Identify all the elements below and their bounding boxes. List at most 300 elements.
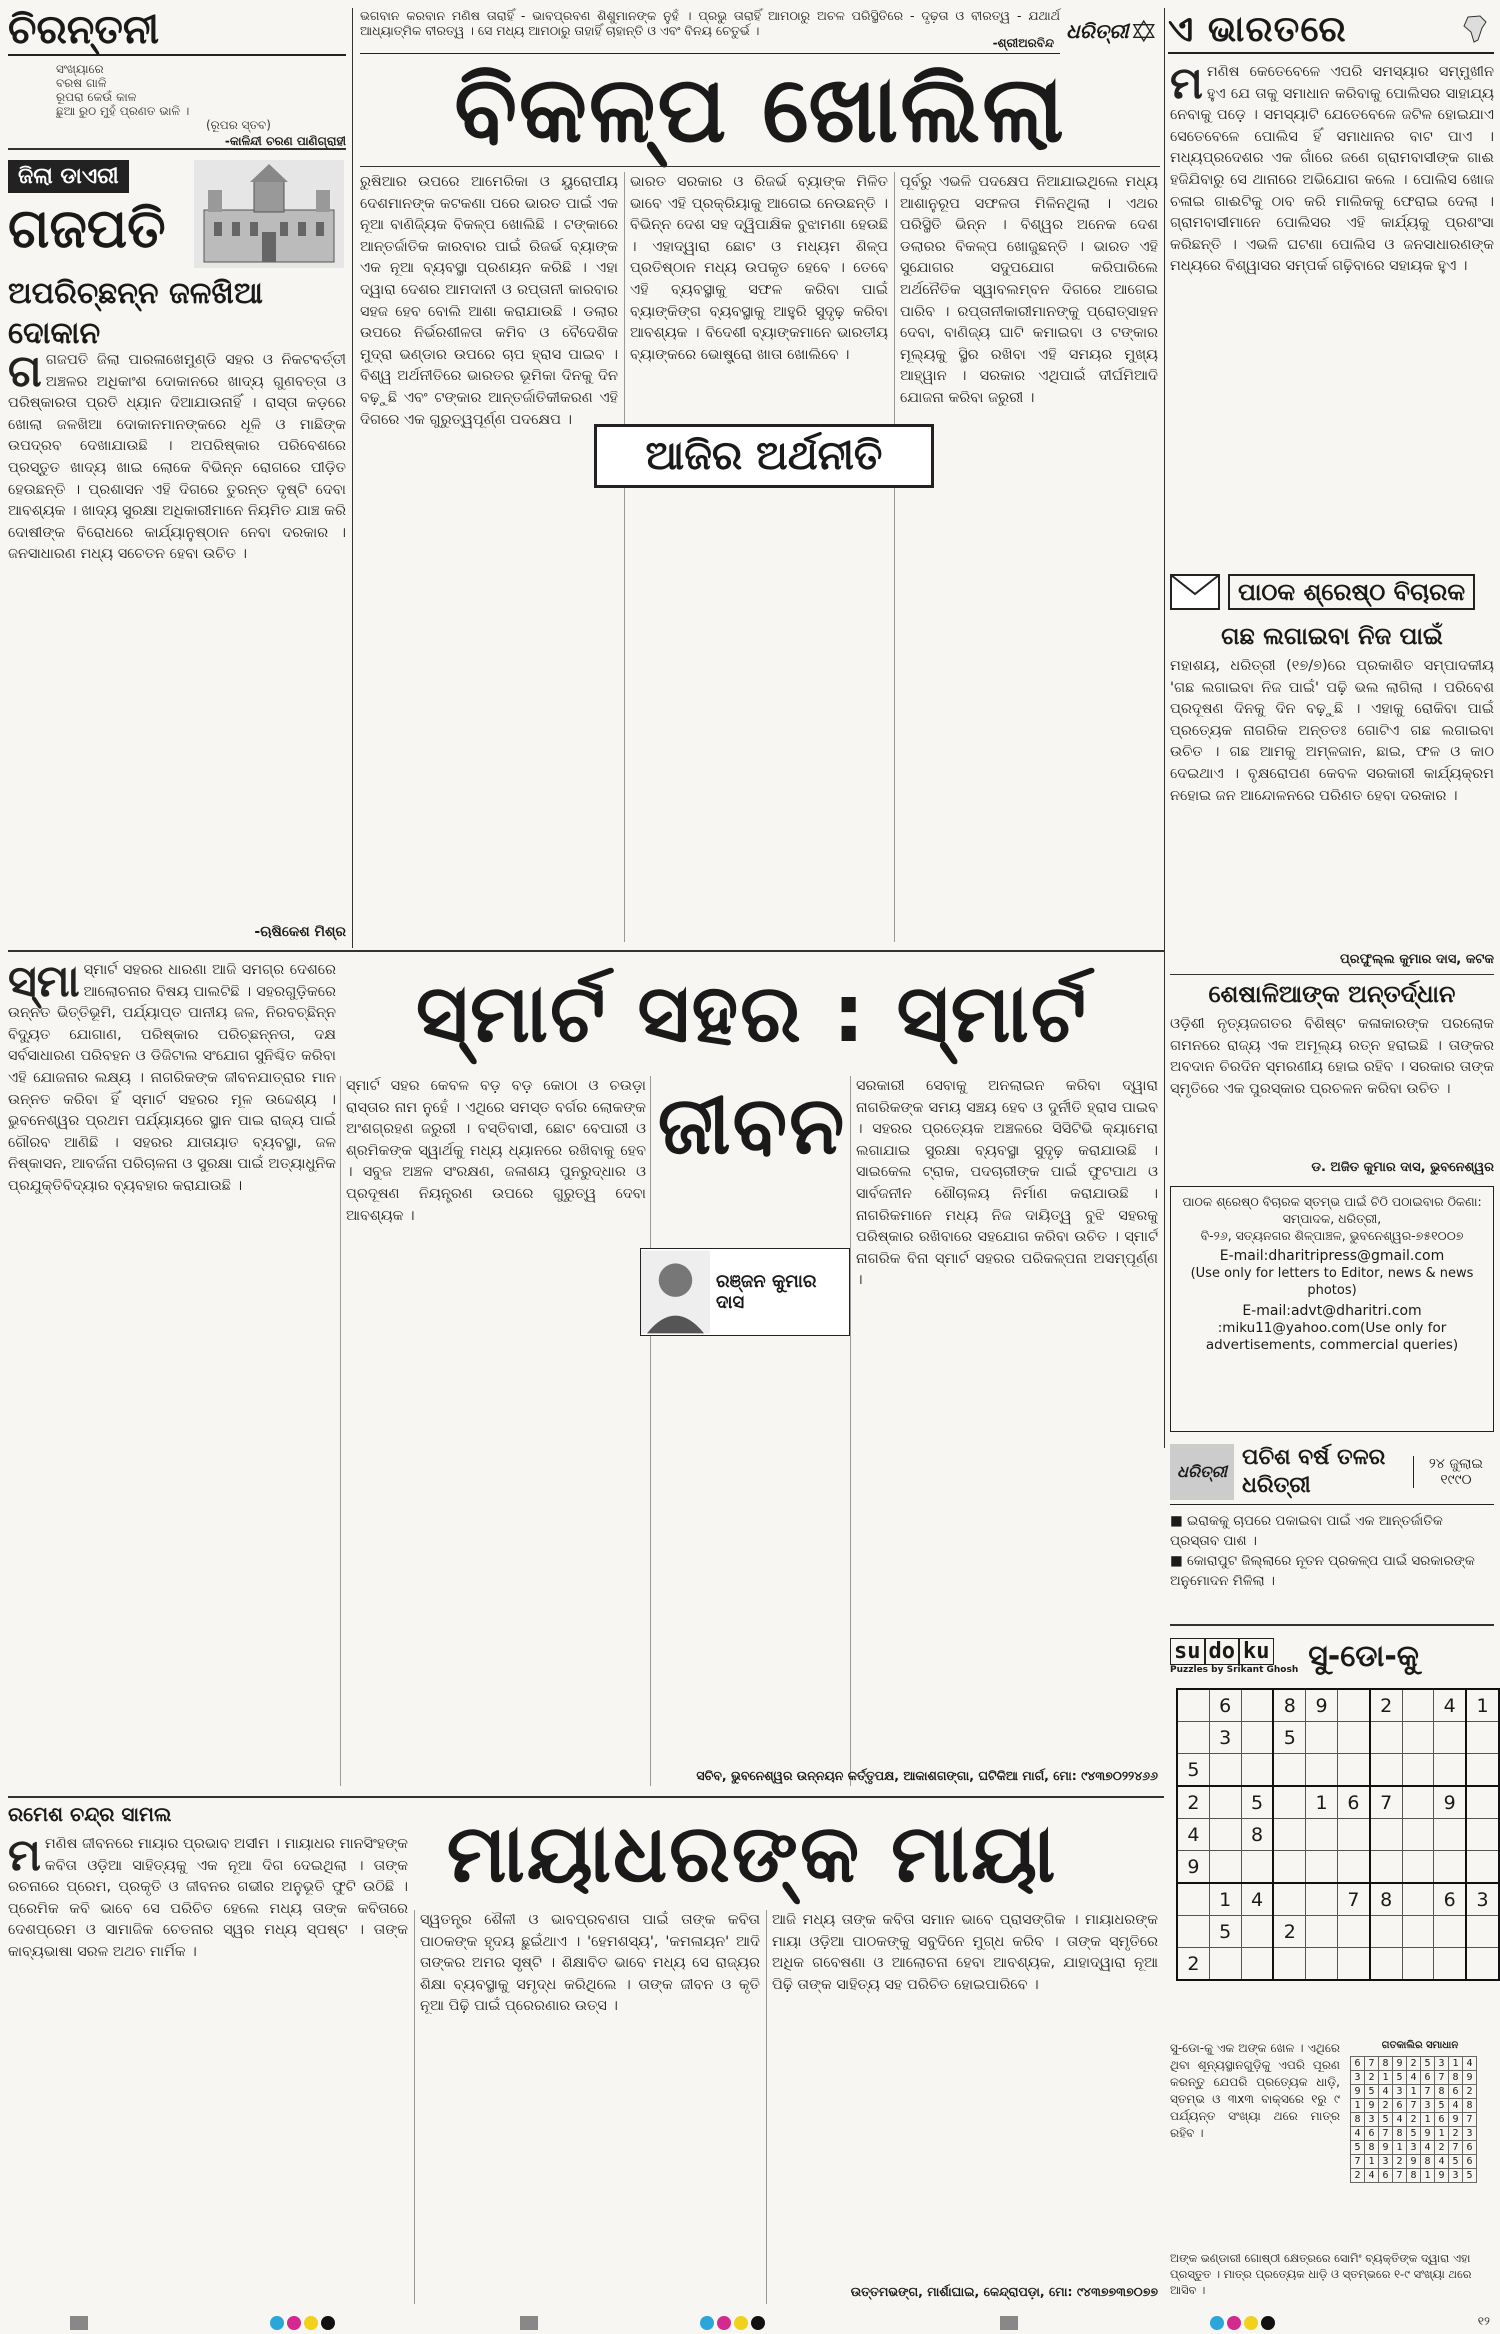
letters-header: [1170, 570, 1494, 614]
sudoku-cell[interactable]: [1337, 1851, 1369, 1884]
sudoku-cell[interactable]: [1434, 1851, 1466, 1884]
quote-band: [360, 8, 1060, 54]
solution-cell: 4: [1421, 2141, 1435, 2155]
registration-cyan: [700, 2316, 714, 2330]
sudoku-instructions: ସୁ-ଡୋ-କୁ ଏକ ଅଙ୍କ ଖେଳ । ଏଥିରେ ଥିବା ଶୂନ୍ୟସ୍ଥାନଗୁଡ଼ିକୁ ଏପରି ପୂରଣ କରନ୍ତୁ ଯେପରି ପ୍ରତ୍ୟେକ ଧାଡ଼ି, ସ୍ତମ୍ଭ ଓ ୩x୩ ବାକ୍ସରେ ୧ରୁ ୯ ପର୍ଯ୍ୟନ୍ତ ସଂଖ୍ୟା ଥରେ ମାତ୍ର ରହିବ ।: [1170, 2041, 1340, 2140]
envelope-icon: [1170, 574, 1220, 610]
main-headline: ବିକଳ୍ପ ଖୋଲିଲା: [454, 56, 1066, 163]
solution-cell: 2: [1351, 2169, 1365, 2183]
solution-row: [1351, 2085, 1477, 2099]
sudoku-cell[interactable]: 7: [1337, 1883, 1369, 1916]
sudoku-cell[interactable]: 1: [1306, 1786, 1338, 1819]
sudoku-row: [1177, 1754, 1499, 1787]
main-col-1: [360, 172, 618, 942]
sudoku-cell[interactable]: [1466, 1786, 1499, 1819]
solution-cell: 9: [1421, 2127, 1435, 2141]
sudoku-cell[interactable]: [1273, 1851, 1305, 1884]
sudoku-cell[interactable]: [1209, 1819, 1241, 1851]
sudoku-cell[interactable]: [1306, 1883, 1338, 1916]
poem-title: ଚିରନ୍ତନୀ: [8, 6, 160, 53]
contact-box: [1170, 1186, 1494, 1432]
sudoku-cell[interactable]: [1337, 1722, 1369, 1754]
registration-yellow: [1244, 2316, 1258, 2330]
twentyfive-title: ପଚିଶ ବର୍ଷ ତଳର ଧରିତ୍ରୀ: [1242, 1445, 1386, 1498]
sudoku-cell[interactable]: [1402, 1883, 1434, 1916]
solution-row: [1351, 2057, 1477, 2071]
sudoku-cell[interactable]: [1434, 1754, 1466, 1787]
sudoku-cell[interactable]: 6: [1434, 1883, 1466, 1916]
sudoku-cell[interactable]: [1434, 1722, 1466, 1754]
sudoku-cell[interactable]: 5: [1241, 1786, 1273, 1819]
ebharat-title: ଏ ଭାରତରେ: [1168, 8, 1347, 50]
poem-line: ବରଷ ଗାଳି: [56, 76, 107, 90]
sudoku-cell[interactable]: [1370, 1819, 1402, 1851]
solution-cell: 4: [1435, 2155, 1449, 2169]
district-body: [8, 350, 346, 922]
solution-cell: 3: [1463, 2127, 1477, 2141]
solution-row: [1351, 2141, 1477, 2155]
author-photo: [640, 1248, 850, 1336]
sudoku-cell[interactable]: [1177, 1689, 1209, 1722]
solution-cell: 8: [1407, 2169, 1421, 2183]
sudoku-grid[interactable]: [1176, 1688, 1500, 1981]
solution-row: [1351, 2155, 1477, 2169]
district-diary: [8, 160, 346, 351]
sudoku-cell[interactable]: [1402, 1722, 1434, 1754]
district-label: ଜିଲା ଡାଏରୀ: [8, 160, 129, 193]
solution-cell: 3: [1351, 2071, 1365, 2085]
sudoku-cell[interactable]: [1434, 1916, 1466, 1948]
sudoku-cell[interactable]: [1306, 1916, 1338, 1948]
sudoku-cell[interactable]: [1177, 1722, 1209, 1754]
solution-row: [1351, 2113, 1477, 2127]
solution-cell: 6: [1393, 2099, 1407, 2113]
main-col-3: [900, 172, 1158, 942]
solution-cell: 5: [1379, 2113, 1393, 2127]
smart-col-2-text: ସ୍ମାର୍ଟ ସହର କେବଳ ବଡ଼ ବଡ଼ କୋଠା ଓ ଚଉଡ଼ା ରାସ୍ତାର ନାମ ନୁହେଁ । ଏଥିରେ ସମସ୍ତ ବର୍ଗର ଲୋକଙ୍କ ଅଂଶଗ୍ରହଣ ଜରୁରୀ । ବସ୍ତିବାସୀ, ଛୋଟ ବେପାରୀ ଓ ଶ୍ରମିକଙ୍କ ସ୍ୱାର୍ଥକୁ ମଧ୍ୟ ଧ୍ୟାନରେ ରଖିବାକୁ ହେବ । ସବୁଜ ଅଞ୍ଚଳ ସଂରକ୍ଷଣ, ଜଳାଶୟ ପୁନରୁଦ୍ଧାର ଓ ପ୍ରଦୂଷଣ ନିୟନ୍ତ୍ରଣ ଉପରେ ଗୁରୁତ୍ୱ ଦେବା ଆବଶ୍ୟକ ।: [346, 1078, 646, 1224]
contact-note: (Use only for letters to Editor, news & news photos): [1190, 1266, 1474, 1298]
registration-yellow: [304, 2316, 318, 2330]
contact-line: ବି-୨୬, ସତ୍ୟନଗର ଶିଳ୍ପାଞ୍ଚଳ, ଭୁବନେଶ୍ୱର-୭୫୧୦୦୭: [1200, 1228, 1464, 1243]
sudoku-title-part: ku: [1239, 1638, 1274, 1665]
sudoku-cell[interactable]: [1370, 1722, 1402, 1754]
sudoku-cell[interactable]: [1209, 1754, 1241, 1787]
solution-row: [1351, 2071, 1477, 2085]
twentyfive-item: ■ ଇରାକକୁ ଚାପରେ ପକାଇବା ପାଇଁ ଏକ ଆନ୍ତର୍ଜାତିକ ପ୍ରସ୍ତାବ ପାଶ ।: [1170, 1513, 1443, 1549]
ebharat-body: [1170, 62, 1494, 562]
sudoku-cell[interactable]: 6: [1337, 1786, 1369, 1819]
solution-cell: 9: [1393, 2057, 1407, 2071]
sudoku-header: [1170, 1632, 1494, 1680]
star-emblem-icon: [1132, 18, 1156, 44]
india-map-icon: [1460, 14, 1490, 44]
solution-cell: 4: [1379, 2085, 1393, 2099]
solution-cell: 8: [1449, 2071, 1463, 2085]
registration-magenta: [287, 2316, 301, 2330]
solution-row: [1351, 2099, 1477, 2113]
contact-line: ପାଠକ ଶ୍ରେଷ୍ଠ ବିଚାରକ ସ୍ତମ୍ଭ ପାଇଁ ଚିଠି ପଠାଇବାର ଠିକଣା:: [1182, 1194, 1482, 1209]
solution-cell: 1: [1379, 2071, 1393, 2085]
solution-cell: 3: [1435, 2057, 1449, 2071]
dropcap: ସ୍ମା: [8, 960, 80, 1007]
letter2-title: ଶେଷାଳିଆଙ୍କ ଅନ୍ତର୍ଦ୍ଧାନ: [1208, 980, 1456, 1008]
solution-cell: 9: [1435, 2169, 1449, 2183]
solution-cell: 8: [1365, 2141, 1379, 2155]
maya-col-2: [420, 1910, 760, 2304]
solution-cell: 9: [1351, 2085, 1365, 2099]
sudoku-cell[interactable]: [1241, 1754, 1273, 1787]
sudoku-note: ଅଙ୍କ ଭଣ୍ଡାରୀ ଗୋଷ୍ଠୀ କ୍ଷେତ୍ରରେ ସୋମିଂ ବ୍ୟକ୍ତିଙ୍କ ଦ୍ୱାରା ଏହା ପ୍ରସ୍ତୁତ । ମାତ୍ର ପ୍ରତ୍ୟେକ ଧାଡ଼ି ଓ ସ୍ତମ୍ଭରେ ୧-୯ ସଂଖ୍ୟା ଥରେ ଆସିବ ।: [1170, 2251, 1472, 2297]
poem-line: ରୂପରା କେଉଁ କାଳ: [56, 90, 137, 104]
poem-line: ସଂଖ୍ୟାରେ: [56, 62, 104, 76]
sudoku-cell[interactable]: [1209, 1948, 1241, 1981]
sudoku-cell[interactable]: 2: [1370, 1689, 1402, 1722]
sudoku-row: [1177, 1851, 1499, 1884]
solution-cell: 7: [1407, 2099, 1421, 2113]
sudoku-cell[interactable]: [1337, 1689, 1369, 1722]
ebharat-text: ମଣିଷ କେତେବେଳେ ଏପରି ସମସ୍ୟାର ସମ୍ମୁଖୀନ ହୁଏ ଯେ ତାକୁ ସମାଧାନ କରିବାକୁ ପୋଲିସର ସାହାଯ୍ୟ ନେବାକୁ ପଡ଼େ । ସମସ୍ୟାଟି ଯେତେବେଳେ ଜଟିଳ ହୋଇଯାଏ ସେତେବେଳେ ପୋଲିସ ହିଁ ସମାଧାନର ବାଟ ପାଏ । ମଧ୍ୟପ୍ରଦେଶର ଏକ ଗାଁରେ ଜଣେ ଗ୍ରାମବାସୀଙ୍କ ଗାଈ ହଜିଯିବାରୁ ସେ ଥାନାରେ ଅଭିଯୋଗ କଲେ । ପୋଲିସ ଖୋଜ ଚଳାଇ ଗାଈଟିକୁ ଠାବ କରି ମାଲିକକୁ ଫେରାଇ ଦେଲା । ଗ୍ରାମବାସୀମାନେ ପୋଲିସର ଏହି କାର୍ଯ୍ୟକୁ ପ୍ରଶଂସା କରିଛନ୍ତି । ଏଭଳି ଘଟଣା ପୋଲିସ ଓ ଜନସାଧାରଣଙ୍କ ମଧ୍ୟରେ ବିଶ୍ୱାସର ସମ୍ପର୍କ ଗଢ଼ିବାରେ ସହାୟକ ହୁଏ ।: [1170, 64, 1494, 275]
solution-cell: 4: [1365, 2169, 1379, 2183]
solution-cell: 1: [1365, 2155, 1379, 2169]
solution-cell: 6: [1365, 2127, 1379, 2141]
solution-row: [1351, 2127, 1477, 2141]
sudoku-odia-title: ସୁ-ଡୋ-କୁ: [1308, 1638, 1419, 1674]
solution-cell: 7: [1393, 2169, 1407, 2183]
sudoku-row: [1177, 1786, 1499, 1819]
sudoku-cell[interactable]: [1402, 1948, 1434, 1981]
maya-col-1: [8, 1834, 408, 2304]
solution-cell: 6: [1351, 2057, 1365, 2071]
sudoku-cell[interactable]: [1273, 1754, 1305, 1787]
sudoku-cell[interactable]: [1434, 1948, 1466, 1981]
letter1-body: [1170, 656, 1494, 946]
letter2-body: [1170, 1014, 1494, 1154]
letter2-author: ଡ. ଅଜିତ କୁମାର ଦାସ, ଭୁବନେଶ୍ୱର: [1311, 1160, 1494, 1175]
sudoku-cell[interactable]: [1370, 1851, 1402, 1884]
sudoku-cell[interactable]: 2: [1273, 1916, 1305, 1948]
solution-cell: 2: [1449, 2127, 1463, 2141]
author-portrait-icon: [641, 1250, 710, 1334]
sudoku-cell[interactable]: 1: [1466, 1689, 1499, 1722]
sudoku-cell[interactable]: 2: [1177, 1786, 1209, 1819]
solution-cell: 1: [1421, 2169, 1435, 2183]
sudoku-cell[interactable]: [1306, 1948, 1338, 1981]
sudoku-cell[interactable]: 5: [1273, 1722, 1305, 1754]
solution-cell: 5: [1407, 2127, 1421, 2141]
dharitri-logo: ଧରିତ୍ରୀ: [1066, 19, 1129, 43]
solution-cell: 6: [1421, 2071, 1435, 2085]
solution-cell: 6: [1449, 2085, 1463, 2099]
sudoku-cell[interactable]: 2: [1177, 1948, 1209, 1981]
sudoku-cell[interactable]: [1177, 1916, 1209, 1948]
tint-block: [70, 2316, 88, 2330]
solution-cell: 1: [1351, 2099, 1365, 2113]
district-headline: ଅପରିଚ୍ଛନ୍ନ ଜଳଖିଆ ଦୋକାନ: [8, 276, 263, 351]
sudoku-cell[interactable]: [1434, 1819, 1466, 1851]
sudoku-cell[interactable]: [1402, 1689, 1434, 1722]
solution-cell: 4: [1463, 2057, 1477, 2071]
sudoku-cell[interactable]: 4: [1241, 1883, 1273, 1916]
solution-cell: 9: [1379, 2141, 1393, 2155]
sudoku-cell[interactable]: 9: [1177, 1851, 1209, 1884]
smart-headline: ସ୍ମାର୍ଟ ସହର : ସ୍ମାର୍ଟ ଜୀବନ: [415, 967, 1089, 1172]
registration-yellow: [734, 2316, 748, 2330]
smart-col-1-text: ସ୍ମାର୍ଟ ସହରର ଧାରଣା ଆଜି ସମଗ୍ର ଦେଶରେ ଆଲୋଚନାର ବିଷୟ ପାଲଟିଛି । ସହରଗୁଡ଼ିକରେ ଉନ୍ନତ ଭିତ୍ତିଭୂମି, ପର୍ଯ୍ୟାପ୍ତ ପାନୀୟ ଜଳ, ନିରବଚ୍ଛିନ୍ନ ବିଦ୍ୟୁତ ଯୋଗାଣ, ପରିଷ୍କାର ପରିଚ୍ଛନ୍ନତା, ଦକ୍ଷ ସର୍ବସାଧାରଣ ପରିବହନ ଓ ଡିଜିଟାଲ ସଂଯୋଗ ସୁନିଶ୍ଚିତ କରିବା ଏହି ଯୋଜନାର ଲକ୍ଷ୍ୟ । ନାଗରିକଙ୍କ ଜୀବନଯାତ୍ରାର ମାନ ଉନ୍ନତ କରିବା ହିଁ ସ୍ମାର୍ଟ ସହରର ମୂଳ ଉଦ୍ଦେଶ୍ୟ । ଭୁବନେଶ୍ୱର ପ୍ରଥମ ପର୍ଯ୍ୟାୟରେ ସ୍ଥାନ ପାଇ ରାଜ୍ୟ ପାଇଁ ଗୌରବ ଆଣିଛି । ସହରର ଯାତାୟାତ ବ୍ୟବସ୍ଥା, ଜଳ ନିଷ୍କାସନ, ଆବର୍ଜନା ପରିଚାଳନା ଓ ସୁରକ୍ଷା ପାଇଁ ଅତ୍ୟାଧୁନିକ ପ୍ରଯୁକ୍ତିବିଦ୍ୟାର ବ୍ୟବହାର କରାଯାଉଛି ।: [8, 962, 336, 1194]
solution-cell: 2: [1393, 2155, 1407, 2169]
sudoku-cell[interactable]: [1402, 1754, 1434, 1787]
letters-title: ପାଠକ ଶ୍ରେଷ୍ଠ ବିଚାରକ: [1228, 574, 1475, 610]
registration-cyan: [1210, 2316, 1224, 2330]
contact-line: ସମ୍ପାଦକ, ଧରିତ୍ରୀ,: [1282, 1211, 1382, 1226]
solution-cell: 6: [1463, 2155, 1477, 2169]
sudoku-row: [1177, 1916, 1499, 1948]
sudoku-cell[interactable]: [1337, 1819, 1369, 1851]
sudoku-cell[interactable]: [1241, 1948, 1273, 1981]
solution-cell: 4: [1351, 2127, 1365, 2141]
sudoku-cell[interactable]: [1370, 1916, 1402, 1948]
solution-cell: 9: [1365, 2099, 1379, 2113]
sudoku-cell[interactable]: [1466, 1948, 1499, 1981]
solution-cell: 4: [1393, 2113, 1407, 2127]
solution-cell: 7: [1365, 2057, 1379, 2071]
sudoku-cell[interactable]: 8: [1273, 1689, 1305, 1722]
sudoku-cell[interactable]: [1337, 1948, 1369, 1981]
section-tag: [594, 424, 934, 488]
twentyfive-date: ୨୪ ଜୁଲାଇ ୧୯୯୦: [1413, 1456, 1494, 1488]
poem-box: [8, 6, 346, 148]
sudoku-cell[interactable]: 3: [1209, 1722, 1241, 1754]
solution-cell: 7: [1379, 2127, 1393, 2141]
sudoku-cell[interactable]: [1209, 1786, 1241, 1819]
sudoku-cell[interactable]: [1273, 1819, 1305, 1851]
sudoku-cell[interactable]: [1306, 1722, 1338, 1754]
solution-cell: 2: [1435, 2141, 1449, 2155]
dropcap: ମ: [1170, 62, 1203, 109]
tint-block: [1000, 2316, 1018, 2330]
email-link[interactable]: E-mail:dharitripress@gmail.com: [1219, 1248, 1445, 1264]
solution-cell: 5: [1351, 2141, 1365, 2155]
twentyfive-box: [1170, 1444, 1494, 1620]
sudoku-cell[interactable]: [1306, 1851, 1338, 1884]
sudoku-cell[interactable]: [1177, 1883, 1209, 1916]
solution-cell: 8: [1379, 2057, 1393, 2071]
letter1-text: ମହାଶୟ, ଧରିତ୍ରୀ (୧୭/୭)ରେ ପ୍ରକାଶିତ ସମ୍ପାଦକୀୟ 'ଗଛ ଲଗାଇବା ନିଜ ପାଇଁ' ପଢ଼ି ଭଲ ଲାଗିଲା । ପରିବେଶ ପ୍ରଦୂଷଣ ଦିନକୁ ଦିନ ବଢ଼ୁଛି । ଏହାକୁ ରୋକିବା ପାଇଁ ପ୍ରତ୍ୟେକ ନାଗରିକ ଅନ୍ତତଃ ଗୋଟିଏ ଗଛ ଲଗାଇବା ଉଚିତ । ଗଛ ଆମକୁ ଅମ୍ଳଜାନ, ଛାଇ, ଫଳ ଓ କାଠ ଦେଇଥାଏ । ବୃକ୍ଷରୋପଣ କେବଳ ସରକାରୀ କାର୍ଯ୍ୟକ୍ରମ ନହୋଇ ଜନ ଆନ୍ଦୋଳନରେ ପରିଣତ ହେବା ଦରକାର ।: [1170, 658, 1494, 804]
solution-cell: 5: [1449, 2155, 1463, 2169]
twentyfive-brand: ଧରିତ୍ରୀ: [1170, 1444, 1234, 1500]
solution-cell: 3: [1407, 2141, 1421, 2155]
solution-cell: 1: [1421, 2113, 1435, 2127]
solution-cell: 8: [1435, 2085, 1449, 2099]
solution-cell: 3: [1421, 2099, 1435, 2113]
sudoku-cell[interactable]: 6: [1209, 1689, 1241, 1722]
email-link[interactable]: :miku11@yahoo.com(Use only for advertisements, commercial queries): [1205, 1320, 1459, 1353]
solution-cell: 7: [1435, 2071, 1449, 2085]
sudoku-title-part: su: [1170, 1638, 1205, 1665]
sudoku-cell[interactable]: [1402, 1916, 1434, 1948]
sudoku-cell[interactable]: [1402, 1786, 1434, 1819]
sudoku-row: [1177, 1883, 1499, 1916]
solution-cell: 3: [1449, 2169, 1463, 2183]
sudoku-cell[interactable]: [1466, 1851, 1499, 1884]
tint-block: [520, 2316, 538, 2330]
solution-cell: 8: [1421, 2155, 1435, 2169]
solution-cell: 1: [1407, 2085, 1421, 2099]
sudoku-cell[interactable]: 9: [1306, 1689, 1338, 1722]
sudoku-cell[interactable]: [1273, 1786, 1305, 1819]
solution-cell: 8: [1393, 2127, 1407, 2141]
poem-author: -କାଳିନ୍ଦୀ ଚରଣ ପାଣିଗ୍ରାହୀ: [224, 134, 346, 148]
sudoku-cell[interactable]: [1273, 1948, 1305, 1981]
main-col-2: [630, 172, 888, 942]
solution-cell: 5: [1435, 2099, 1449, 2113]
sudoku-cell[interactable]: [1466, 1754, 1499, 1787]
registration-black: [751, 2316, 765, 2330]
solution-cell: 7: [1449, 2141, 1463, 2155]
sudoku-solution-grid: [1350, 2056, 1477, 2183]
smart-col-3-text: ସରକାରୀ ସେବାକୁ ଅନଲାଇନ କରିବା ଦ୍ୱାରା ନାଗରିକଙ୍କ ସମୟ ସଞ୍ଚୟ ହେବ ଓ ଦୁର୍ନୀତି ହ୍ରାସ ପାଇବ । ସହରର ପ୍ରତ୍ୟେକ ଅଞ୍ଚଳରେ ସିସିଟିଭି କ୍ୟାମେରା ଲଗାଯାଇ ସୁରକ୍ଷା ବ୍ୟବସ୍ଥା ସୁଦୃଢ଼ କରାଯାଉଛି । ସାଇକେଲ ଟ୍ରାକ, ପଦଚାରୀଙ୍କ ପାଇଁ ଫୁଟପାଥ ଓ ସାର୍ବଜନୀନ ଶୌଚାଳୟ ନିର୍ମାଣ କରାଯାଉଛି । ନାଗରିକମାନେ ମଧ୍ୟ ନିଜ ଦାୟିତ୍ୱ ବୁଝି ସହରକୁ ପରିଷ୍କାର ରଖିବାରେ ସହଯୋଗ କରିବା ଉଚିତ । ସ୍ମାର୍ଟ ନାଗରିକ ବିନା ସ୍ମାର୍ଟ ସହରର ପରିକଳ୍ପନା ଅସମ୍ପୂର୍ଣ୍ଣ ।: [856, 1078, 1158, 1289]
masthead-logo: [1066, 8, 1156, 54]
sudoku-cell[interactable]: 8: [1241, 1819, 1273, 1851]
main-col-2-text: ଭାରତ ସରକାର ଓ ରିଜର୍ଭ ବ୍ୟାଙ୍କ ମିଳିତ ଭାବେ ଏହି ପ୍ରକ୍ରିୟାକୁ ଆଗେଇ ନେଉଛନ୍ତି । ବିଭିନ୍ନ ଦେଶ ସହ ଦ୍ୱିପାକ୍ଷିକ ବୁଝାମଣା ହେଉଛି । ଏହାଦ୍ୱାରା ଛୋଟ ଓ ମଧ୍ୟମ ଶିଳ୍ପ ପ୍ରତିଷ୍ଠାନ ମଧ୍ୟ ଉପକୃତ ହେବେ । ତେବେ ଏହି ବ୍ୟବସ୍ଥାକୁ ସଫଳ କରିବା ପାଇଁ ବ୍ୟାଙ୍କିଙ୍ଗ ବ୍ୟବସ୍ଥାକୁ ଆହୁରି ସୁଦୃଢ଼ କରିବା ଆବଶ୍ୟକ । ବିଦେଶୀ ବ୍ୟାଙ୍କମାନେ ଭାରତୀୟ ବ୍ୟାଙ୍କରେ ଭୋଷ୍ଟ୍ରୋ ଖାତା ଖୋଲିବେ ।: [630, 174, 888, 363]
sudoku-cell[interactable]: [1466, 1819, 1499, 1851]
smart-author: ରଞ୍ଜନ କୁମାର ଦାସ: [715, 1271, 817, 1313]
sudoku-cell[interactable]: [1241, 1916, 1273, 1948]
solution-cell: 7: [1351, 2155, 1365, 2169]
solution-cell: 4: [1407, 2071, 1421, 2085]
solution-cell: 4: [1449, 2099, 1463, 2113]
district-author: -ଋଷିକେଶ ମିଶ୍ର: [254, 924, 346, 940]
sudoku-cell[interactable]: [1306, 1819, 1338, 1851]
sudoku-cell[interactable]: 1: [1209, 1883, 1241, 1916]
sudoku-cell[interactable]: 8: [1370, 1883, 1402, 1916]
registration-cyan: [270, 2316, 284, 2330]
maya-headline: ମାୟାଧରଙ୍କ ମାୟା: [446, 1807, 1058, 1900]
maya-footer: ଉତ୍ତମଭଙ୍ଗ, ମାର୍ଶାଘାଇ, କେନ୍ଦ୍ରାପଡ଼ା, ମୋ: ୯୪୩୭୭୩୭୦୭୭: [850, 2284, 1158, 2299]
solution-cell: 9: [1463, 2071, 1477, 2085]
solution-cell: 3: [1379, 2155, 1393, 2169]
sudoku-cell[interactable]: 5: [1177, 1754, 1209, 1787]
solution-cell: 7: [1421, 2085, 1435, 2099]
sudoku-cell[interactable]: [1402, 1851, 1434, 1884]
solution-cell: 5: [1421, 2057, 1435, 2071]
solution-cell: 5: [1365, 2085, 1379, 2099]
solution-cell: 1: [1435, 2127, 1449, 2141]
dropcap: ମ: [8, 1834, 41, 1881]
sudoku-row: [1177, 1948, 1499, 1981]
main-col-3-text: ପୂର୍ବରୁ ଏଭଳି ପଦକ୍ଷେପ ନିଆଯାଇଥିଲେ ମଧ୍ୟ ଆଶାନୁରୂପ ସଫଳତା ମିଳିନଥିଲା । ଏଥର ପରିସ୍ଥିତି ଭିନ୍ନ । ବିଶ୍ୱର ଅନେକ ଦେଶ ଡଲାରର ବିକଳ୍ପ ଖୋଜୁଛନ୍ତି । ଭାରତ ଏହି ସୁଯୋଗର ସଦୁପଯୋଗ କରିପାରିଲେ ଅର୍ଥନୈତିକ ସ୍ୱାବଲମ୍ବନ ଦିଗରେ ଆଗେଇ ପାରିବ । ରପ୍ତାନୀକାରୀମାନଙ୍କୁ ପ୍ରୋତ୍ସାହନ ଦେବା, ବାଣିଜ୍ୟ ଘାଟି କମାଇବା ଓ ଟଙ୍କାର ମୂଲ୍ୟକୁ ସ୍ଥିର ରଖିବା ଏହି ସମୟର ମୁଖ୍ୟ ଆହ୍ୱାନ । ସରକାର ଏଥିପାଇଁ ଦୀର୍ଘମିଆଦି ଯୋଜନା କରିବା ଜରୁରୀ ।: [900, 174, 1158, 406]
main-col-1-text: ରୁଷିଆର ଉପରେ ଆମେରିକା ଓ ୟୁରୋପୀୟ ଦେଶମାନଙ୍କ କଟକଣା ପରେ ଭାରତ ପାଇଁ ଏକ ନୂଆ ବାଣିଜ୍ୟିକ ବିକଳ୍ପ ଖୋଲିଛି । ଟଙ୍କାରେ ଆନ୍ତର୍ଜାତିକ କାରବାର ପାଇଁ ରିଜର୍ଭ ବ୍ୟାଙ୍କ ଏକ ନୂଆ ବ୍ୟବସ୍ଥା ପ୍ରଣୟନ କରିଛି । ଏହା ଦ୍ୱାରା ଦେଶର ଆମଦାନୀ ଓ ରପ୍ତାନୀ କାରବାର ସହଜ ହେବ ବୋଲି ଆଶା କରାଯାଉଛି । ଡଲାର ଉପରେ ନିର୍ଭରଶୀଳତା କମିବ ଓ ବୈଦେଶିକ ମୁଦ୍ରା ଭଣ୍ଡାର ଉପରେ ଚାପ ହ୍ରାସ ପାଇବ । ବିଶ୍ୱ ଅର୍ଥନୀତିରେ ଭାରତର ଭୂମିକା ଦିନକୁ ଦିନ ବଢ଼ୁଛି ଏବଂ ଟଙ୍କାର ଆନ୍ତର୍ଜାତିକୀକରଣ ଏହି ଦିଗରେ ଏକ ଗୁରୁତ୍ୱପୂର୍ଣ୍ଣ ପଦକ୍ଷେପ ।: [360, 174, 618, 428]
sudoku-credit: Puzzles by Srikant Ghosh: [1170, 1664, 1299, 1675]
sudoku-cell[interactable]: [1209, 1851, 1241, 1884]
solution-cell: 6: [1379, 2169, 1393, 2183]
letter2-text: ଓଡ଼ିଶୀ ନୃତ୍ୟଜଗତର ବିଶିଷ୍ଟ କଳାକାରଙ୍କ ପରଲୋକ ଗମନରେ ରାଜ୍ୟ ଏକ ଅମୂଲ୍ୟ ରତ୍ନ ହରାଇଛି । ତାଙ୍କର ଅବଦାନ ଚିରଦିନ ସ୍ମରଣୀୟ ହୋଇ ରହିବ । ସରକାର ତାଙ୍କ ସ୍ମୃତିରେ ଏକ ପୁରସ୍କାର ପ୍ରଚଳନ କରିବା ଉଚିତ ।: [1170, 1016, 1494, 1097]
sudoku-title-part: do: [1205, 1638, 1240, 1665]
sudoku-cell[interactable]: [1273, 1883, 1305, 1916]
quote-text: ଭଗବାନ କରବାନ ମଣିଷ ତାରାହିଁ - ଭାବପ୍ରବଣ ଶିଶୁମାନଙ୍କ ନୁହଁ । ପ୍ରଭୁ ତାରାହିଁ ଆମଠାରୁ ଅଚଳ ପରିସ୍ଥିତିରେ - ଦୃଢ଼ତା ଓ ବୀରତ୍ୱ - ଯଥାର୍ଥ ଆଧ୍ୟାତ୍ମିକ ବୀରତ୍ୱ । ସେ ମଧ୍ୟ ଆମଠାରୁ ତାହାହିଁ ଚାହାନ୍ତି ଓ ଏବଂ ବିନୟ ଚେତୁର୍ଭ ।: [360, 8, 1060, 38]
registration-magenta: [1227, 2316, 1241, 2330]
sudoku-cell[interactable]: [1370, 1754, 1402, 1787]
quote-attribution: -ଶ୍ରୀଅରବିନ୍ଦ: [992, 36, 1054, 50]
sudoku-cell[interactable]: [1402, 1819, 1434, 1851]
registration-magenta: [717, 2316, 731, 2330]
maya-col-2-text: ସ୍ୱତନ୍ତ୍ର ଶୈଳୀ ଓ ଭାବପ୍ରବଣତା ପାଇଁ ତାଙ୍କ କବିତା ପାଠକଙ୍କ ହୃଦୟ ଛୁଇଁଥାଏ । 'ହେମଶସ୍ୟ', 'କମଳାୟନ' ଆଦି ତାଙ୍କର ଅମର ସୃଷ୍ଟି । ଶିକ୍ଷାବିତ ଭାବେ ମଧ୍ୟ ସେ ରାଜ୍ୟର ଶିକ୍ଷା ବ୍ୟବସ୍ଥାକୁ ସମୃଦ୍ଧ କରିଥିଲେ । ତାଙ୍କ ଜୀବନ ଓ କୃତି ନୂଆ ପିଢ଼ି ପାଇଁ ପ୍ରେରଣାର ଉତ୍ସ ।: [420, 1912, 760, 2015]
smart-col-2: [346, 1076, 646, 1786]
letter1-author: ପ୍ରଫୁଲ୍ଲ କୁମାର ଦାସ, କଟକ: [1340, 952, 1494, 967]
sudoku-cell[interactable]: 9: [1434, 1786, 1466, 1819]
page-number: ୧୨: [1477, 2314, 1490, 2328]
solution-cell: 8: [1463, 2099, 1477, 2113]
district-name: ଗଜପତି: [8, 196, 166, 260]
sudoku-cell[interactable]: [1466, 1722, 1499, 1754]
maya-col-3-text: ଆଜି ମଧ୍ୟ ତାଙ୍କ କବିତା ସମାନ ଭାବେ ପ୍ରାସଙ୍ଗିକ । ମାୟାଧରଙ୍କ ମାୟା ଓଡ଼ିଆ ପାଠକଙ୍କୁ ସବୁଦିନେ ମୁଗ୍ଧ କରିବ । ତାଙ୍କ ସ୍ମୃତିରେ ଅଧିକ ଗବେଷଣା ଓ ଆଲୋଚନା ହେବା ଆବଶ୍ୟକ, ଯାହାଦ୍ୱାରା ନୂଆ ପିଢ଼ି ତାଙ୍କ ସାହିତ୍ୟ ସହ ପରିଚିତ ହୋଇପାରିବେ ।: [772, 1912, 1158, 1993]
solution-cell: 5: [1463, 2169, 1477, 2183]
solution-cell: 8: [1351, 2113, 1365, 2127]
solution-cell: 6: [1435, 2113, 1449, 2127]
smart-col-3: [856, 1076, 1158, 1766]
section-tag-text: ଆଜିର ଅର୍ଥନୀତି: [645, 433, 883, 479]
sudoku-row: [1177, 1722, 1499, 1754]
registration-black: [321, 2316, 335, 2330]
solution-cell: 2: [1407, 2057, 1421, 2071]
sudoku-solution-label: ଗତକାଲିର ସମାଧାନ: [1381, 2040, 1459, 2051]
sudoku-cell[interactable]: [1337, 1754, 1369, 1787]
solution-cell: 9: [1407, 2155, 1421, 2169]
solution-cell: 3: [1393, 2085, 1407, 2099]
dropcap: ଗ: [8, 350, 42, 397]
solution-cell: 3: [1365, 2113, 1379, 2127]
registration-black: [1261, 2316, 1275, 2330]
solution-cell: 6: [1463, 2141, 1477, 2155]
letter1-title: ଗଛ ଲଗାଇବା ନିଜ ପାଇଁ: [1221, 622, 1443, 650]
sudoku-cell[interactable]: [1466, 1916, 1499, 1948]
sudoku-cell[interactable]: 3: [1466, 1883, 1499, 1916]
poem-line: ଛୁଆ ରୁଠ ମୁହଁ ପ୍ରଣତ ଭାଳି ।: [56, 104, 190, 118]
smart-col-1: [8, 960, 336, 1790]
solution-cell: 2: [1407, 2113, 1421, 2127]
maya-col-1-text: ମଣିଷ ଜୀବନରେ ମାୟାର ପ୍ରଭାବ ଅସୀମ । ମାୟାଧର ମାନସିଂହଙ୍କ କବିତା ଓଡ଼ିଆ ସାହିତ୍ୟକୁ ଏକ ନୂଆ ଦିଗ ଦେଇଥିଲା । ତାଙ୍କ ରଚନାରେ ପ୍ରେମ, ପ୍ରକୃତି ଓ ଜୀବନର ଗଭୀର ଅନୁଭୂତି ଫୁଟି ଉଠିଛି । ପ୍ରେମିକ କବି ଭାବେ ସେ ପରିଚିତ ହେଲେ ମଧ୍ୟ ତାଙ୍କ କବିତାରେ ଦେଶପ୍ରେମ ଓ ସାମାଜିକ ଚେତନାର ସ୍ୱର ମଧ୍ୟ ସ୍ପଷ୍ଟ । ତାଙ୍କ କାବ୍ୟଭାଷା ସରଳ ଅଥଚ ମାର୍ମିକ ।: [8, 1836, 408, 1960]
sudoku-cell[interactable]: 4: [1434, 1689, 1466, 1722]
solution-row: [1351, 2169, 1477, 2183]
palace-illustration-icon: [194, 160, 344, 268]
smart-footer: ସଚିବ, ଭୁବନେଶ୍ୱର ଉନ୍ନୟନ କର୍ତ୍ତୃପକ୍ଷ, ଆକାଶଗଙ୍ଗା, ଘଟିକିଆ ମାର୍ଗ, ମୋ: ୯୪୩୭୦୨୨୪୬୬: [696, 1768, 1158, 1783]
maya-col-3: [772, 1910, 1158, 2280]
poem-line: (ରୂପର ସ୍ତବ): [206, 118, 271, 132]
solution-cell: 1: [1449, 2057, 1463, 2071]
solution-cell: 1: [1393, 2141, 1407, 2155]
sudoku-cell[interactable]: [1241, 1722, 1273, 1754]
sudoku-cell[interactable]: [1241, 1689, 1273, 1722]
solution-cell: 2: [1365, 2071, 1379, 2085]
sudoku-row: [1177, 1689, 1499, 1722]
solution-cell: 9: [1449, 2113, 1463, 2127]
sudoku-cell[interactable]: [1370, 1948, 1402, 1981]
sudoku-cell[interactable]: 5: [1209, 1916, 1241, 1948]
sudoku-cell[interactable]: [1337, 1916, 1369, 1948]
twentyfive-item: ■ କୋରାପୁଟ ଜିଲ୍ଲାରେ ନୂତନ ପ୍ରକଳ୍ପ ପାଇଁ ସରକାରଙ୍କ ଅନୁମୋଦନ ମିଳିଲା ।: [1170, 1553, 1475, 1589]
sudoku-cell[interactable]: 7: [1370, 1786, 1402, 1819]
solution-cell: 5: [1393, 2071, 1407, 2085]
maya-author-top: ରମେଶ ଚନ୍ଦ୍ର ସାମଲ: [8, 1802, 172, 1826]
email-link[interactable]: E-mail:advt@dharitri.com: [1242, 1303, 1422, 1319]
solution-cell: 7: [1463, 2113, 1477, 2127]
solution-cell: 2: [1379, 2099, 1393, 2113]
solution-cell: 2: [1463, 2085, 1477, 2099]
sudoku-cell[interactable]: [1306, 1754, 1338, 1787]
sudoku-row: [1177, 1819, 1499, 1851]
district-text: ଗଜପତି ଜିଲା ପାରଳାଖେମୁଣ୍ଡି ସହର ଓ ନିକଟବର୍ତ୍ତୀ ଅଞ୍ଚଳର ଅଧିକାଂଶ ଦୋକାନରେ ଖାଦ୍ୟ ଗୁଣବତ୍ତା ଓ ପରିଷ୍କାରତା ପ୍ରତି ଧ୍ୟାନ ଦିଆଯାଉନାହିଁ । ରାସ୍ତା କଡ଼ରେ ଖୋଲା ଜଳଖିଆ ଦୋକାନମାନଙ୍କରେ ଧୂଳି ଓ ମାଛିଙ୍କ ଉପଦ୍ରବ ଦେଖାଯାଉଛି । ଅପରିଷ୍କାର ପରିବେଶରେ ପ୍ରସ୍ତୁତ ଖାଦ୍ୟ ଖାଇ ଲୋକେ ବିଭିନ୍ନ ରୋଗରେ ପୀଡ଼ିତ ହେଉଛନ୍ତି । ପ୍ରଶାସନ ଏହି ଦିଗରେ ତୁରନ୍ତ ଦୃଷ୍ଟି ଦେବା ଆବଶ୍ୟକ । ଖାଦ୍ୟ ସୁରକ୍ଷା ଅଧିକାରୀମାନେ ନିୟମିତ ଯାଞ୍ଚ କରି ଦୋଷୀଙ୍କ ବିରୋଧରେ କାର୍ଯ୍ୟାନୁଷ୍ଠାନ ନେବା ଦରକାର । ଜନସାଧାରଣ ମଧ୍ୟ ସଚେତନ ହେବା ଉଚିତ ।: [8, 352, 346, 563]
sudoku-cell[interactable]: [1241, 1851, 1273, 1884]
sudoku-cell[interactable]: 4: [1177, 1819, 1209, 1851]
